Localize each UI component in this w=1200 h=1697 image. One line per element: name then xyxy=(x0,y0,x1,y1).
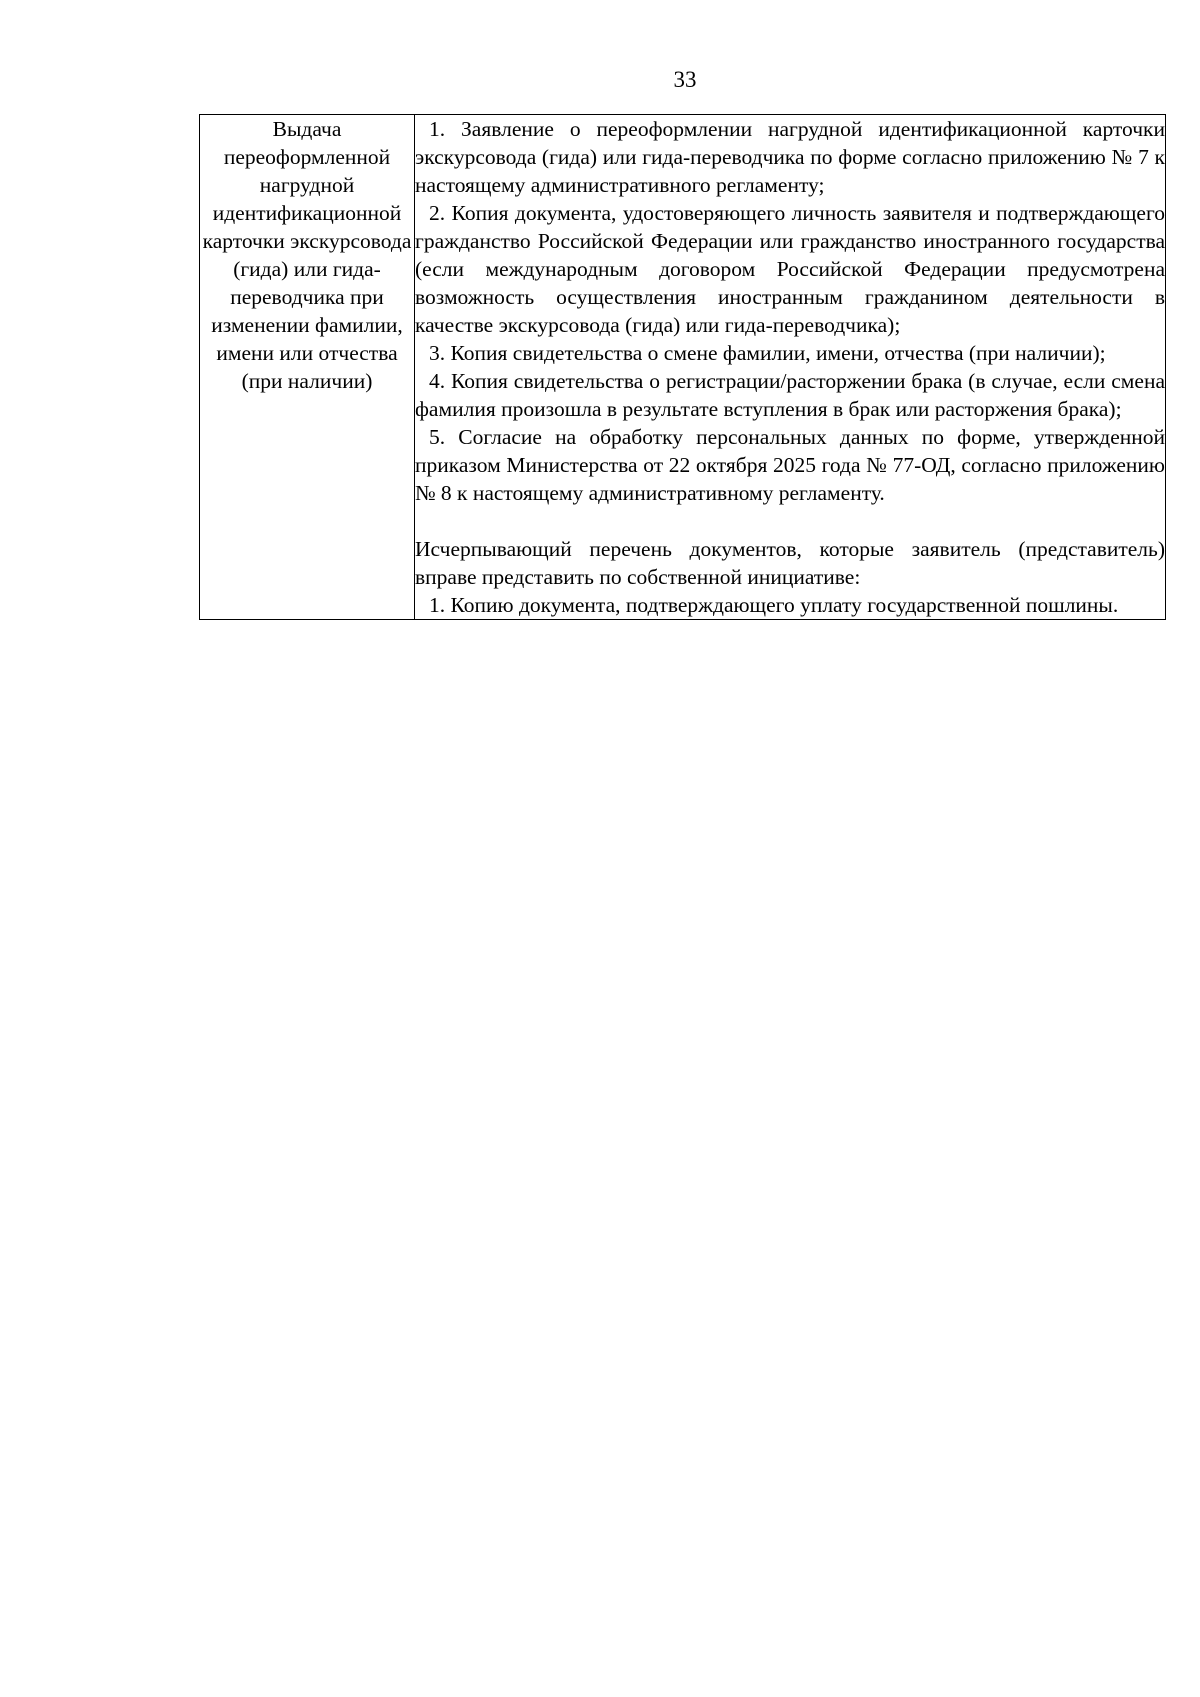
document-item-4: 4. Копия свидетельства о регистрации/расторжении брака (в случае, если смена фамилия произошла в результате вступления в брак или расторжения брака); xyxy=(415,369,1165,421)
document-item-2: 2. Копия документа, удостоверяющего личность заявителя и подтверждающего гражданство Российской Федерации или гражданство иностранного государства (если международным договором Российской Федерации предусмотрена возможность осуществления иностранным гражданином деятельности в качестве экскурсовода (гида) или гида-переводчика); xyxy=(415,201,1165,337)
service-name-cell: Выдача переоформленной нагрудной идентификационной карточки экскурсовода (гида) или гида-переводчика при изменении фамилии, имени или отчества (при наличии) xyxy=(200,115,415,620)
document-item-1: 1. Заявление о переоформлении нагрудной идентификационной карточки экскурсовода (гида) или гида-переводчика по форме согласно приложению № 7 к настоящему административного регламенту; xyxy=(415,117,1165,197)
document-item-5: 5. Согласие на обработку персональных данных по форме, утвержденной приказом Министерства от 22 октября 2025 года № 77-ОД, согласно приложению № 8 к настоящему административному регламенту. xyxy=(415,425,1165,505)
spacer xyxy=(415,507,1165,535)
page-number: 33 xyxy=(673,67,697,92)
documents-cell xyxy=(415,115,1166,620)
documents-table xyxy=(199,114,1166,620)
table-row xyxy=(200,115,1166,620)
optional-documents-heading: Исчерпывающий перечень документов, которые заявитель (представитель) вправе представить по собственной инициативе: xyxy=(415,537,1165,589)
document-item-3: 3. Копия свидетельства о смене фамилии, имени, отчества (при наличии); xyxy=(429,341,1106,365)
optional-document-item-1: 1. Копию документа, подтверждающего уплату государственной пошлины. xyxy=(429,593,1119,617)
